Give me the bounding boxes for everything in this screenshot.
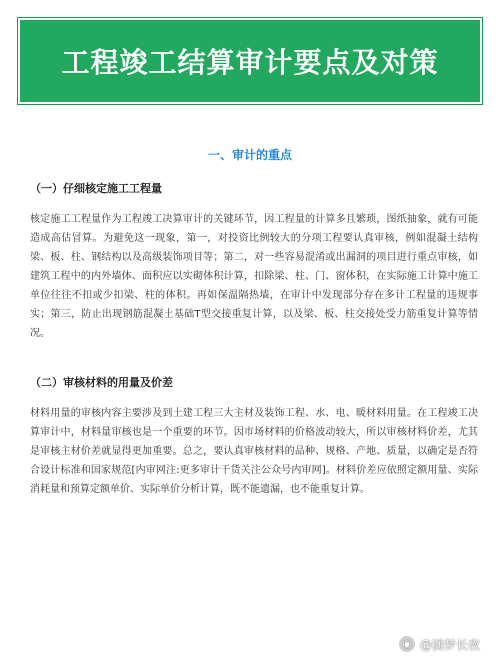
- paragraph-workload: 核定施工工程量作为工程竣工决算审计的关键环节，因工程量的计算多且繁琐，图纸抽象，就有可能造成高估冒算。为避免这一现象，第一，对投资比例较大的分项工程要认真审核，例如混凝土结构梁、板、柱、钢结构以及高级装饰项目等；第二，对一些容易混淆或出漏洞的项目进行重点审核，如建筑工程中的内外墙体、面积应以实砌体积计算，扣除梁、柱、门、窗体积，在实际施工计算中施工单位往往不扣或少扣梁、柱的体积。再如保温隔热墙，在审计中发现部分存在多计工程量的违规事实；第三，防止出现钢筋混凝土基础T型交接重复计算，以及梁、板、柱交接处受力筋重复计算等情况。: [30, 214, 478, 339]
- subheading-materials: （二）审核材料的用量及价差: [30, 376, 173, 389]
- paragraph-materials: 材料用量的审核内容主要涉及到土建工程三大主材及装饰工程、水、电、暖材料用量。在工程竣工决算审计中，材料量审核也是一个重要的环节。因市场材料的价格波动较大，所以审核材料价差，尤其是审核主材价差就显得更加重要。总之，要认真审核材料的品种、规格、产地、质量，以确定是否符合设计标准和国家规范[内审网注:更多审计干货关注公众号内审网]。材料价差应依照定额用量、实际消耗量和预算定额单价、实际单价分析计算，既不能遗漏，也不能重复计算。: [30, 408, 478, 495]
- watermark-text: @涵梦长夜: [419, 637, 480, 652]
- page-title: 工程竣工结算审计要点及对策: [61, 46, 439, 79]
- title-banner: [18, 18, 482, 104]
- section-heading: 一、审计的重点: [207, 148, 292, 162]
- subheading-workload: （一）仔细核定施工工程量: [30, 182, 162, 195]
- author-watermark: [398, 635, 480, 653]
- camera-icon: ◉: [398, 635, 416, 653]
